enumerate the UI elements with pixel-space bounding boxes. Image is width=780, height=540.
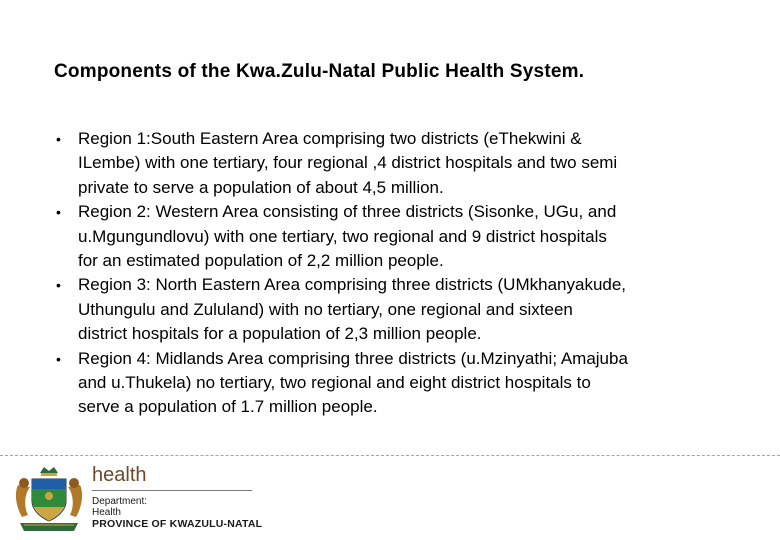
- region-bullet-list: [56, 127, 746, 420]
- bullet-line: and u.Thukela) no tertiary, two regional and eight district hospitals to: [78, 373, 591, 393]
- bullet-line: Region 2: Western Area consisting of three districts (Sisonke, UGu, and: [78, 202, 617, 222]
- brand-department-name: Health: [92, 507, 121, 518]
- bullet-region-3: [56, 273, 746, 346]
- brand-health-wordmark: health: [92, 464, 147, 486]
- bullet-region-1: [56, 127, 746, 200]
- bullet-line: u.Mgungundlovu) with one tertiary, two regional and 9 district hospitals: [78, 226, 607, 246]
- footer-divider: [0, 455, 780, 456]
- bullet-region-2: [56, 200, 746, 273]
- bullet-line: Uthungulu and Zululand) with no tertiary, one regional and sixteen: [78, 299, 573, 319]
- slide-title: Components of the Kwa.Zulu-Natal Public Health System.: [54, 61, 585, 82]
- coat-of-arms-icon: [10, 463, 88, 535]
- bullet-line: private to serve a population of about 4,5 million.: [78, 177, 444, 197]
- health-department-branding: [92, 463, 262, 531]
- bullet-line: serve a population of 1.7 million people.: [78, 397, 378, 417]
- bullet-marker: •: [56, 131, 61, 147]
- bullet-marker: •: [56, 277, 61, 294]
- bullet-region-4: [56, 347, 746, 420]
- bullet-line: for an estimated population of 2,2 million people.: [78, 251, 444, 271]
- bullet-marker: •: [56, 204, 61, 221]
- bullet-line: Region 4: Midlands Area comprising three districts (u.Mzinyathi; Amajuba: [78, 348, 628, 368]
- bullet-line: Region 1:South Eastern Area comprising two districts (eThekwini &: [78, 129, 582, 148]
- bullet-line: ILembe) with one tertiary, four regional ,4 district hospitals and two semi: [78, 153, 618, 173]
- brand-department-label: Department:: [92, 496, 148, 507]
- brand-divider: [92, 490, 252, 491]
- brand-province-name: PROVINCE OF KWAZULU-NATAL: [92, 518, 263, 530]
- bullet-marker: •: [56, 350, 61, 367]
- bullet-line: district hospitals for a population of 2,3 million people.: [78, 324, 482, 344]
- bullet-line: Region 3: North Eastern Area comprising three districts (UMkhanyakude,: [78, 275, 627, 295]
